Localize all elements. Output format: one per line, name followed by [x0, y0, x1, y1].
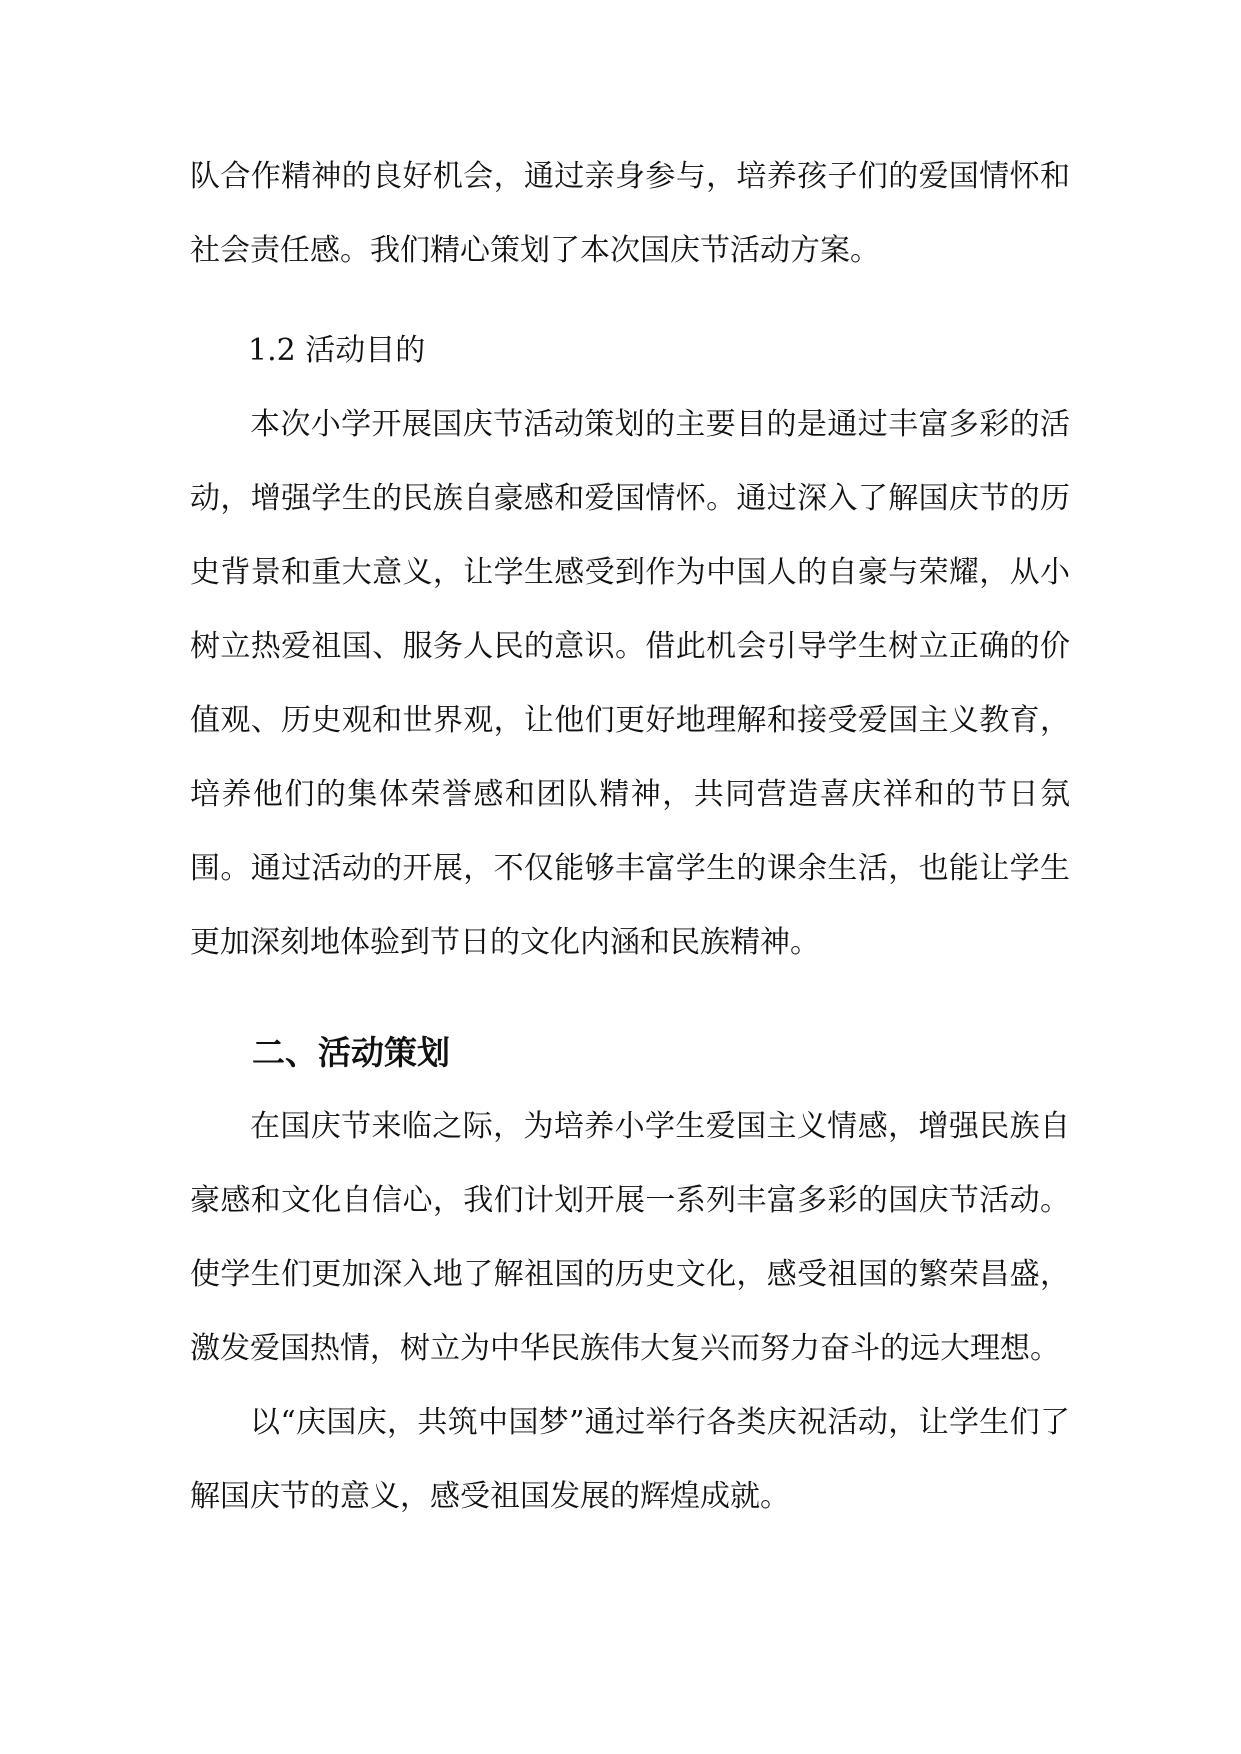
- intro-paragraph: 队合作精神的良好机会，通过亲身参与，培养孩子们的爱国情怀和社会责任感。我们精心策划了本次国庆节活动方案。: [190, 159, 1070, 268]
- document-body: [190, 140, 1070, 1534]
- section-heading-1-2: 1.2 活动目的: [248, 333, 426, 368]
- section-2-paragraph-2: 以“庆国庆，共筑中国梦”通过举行各类庆祝活动，让学生们了解国庆节的意义，感受祖国发展的辉煌成就。: [190, 1405, 1070, 1514]
- section-heading-2: 二、活动策划: [252, 1033, 450, 1072]
- section-2-paragraph-1: 在国庆节来临之际，为培养小学生爱国主义情感，增强民族自豪感和文化自信心，我们计划开展一系列丰富多彩的国庆节活动。使学生们更加深入地了解祖国的历史文化，感受祖国的繁荣昌盛，激发爱国热情，树立为中华民族伟大复兴而努力奋斗的远大理想。: [190, 1109, 1070, 1366]
- section-1-2-paragraph: 本次小学开展国庆节活动策划的主要目的是通过丰富多彩的活动，增强学生的民族自豪感和爱国情怀。通过深入了解国庆节的历史背景和重大意义，让学生感受到作为中国人的自豪与荣耀，从小树立热爱祖国、服务人民的意识。借此机会引导学生树立正确的价值观、历史观和世界观，让他们更好地理解和接受爱国主义教育，培养他们的集体荣誉感和团队精神，共同营造喜庆祥和的节日氛围。通过活动的开展，不仅能够丰富学生的课余生活，也能让学生更加深刻地体验到节日的文化内涵和民族精神。: [190, 407, 1070, 960]
